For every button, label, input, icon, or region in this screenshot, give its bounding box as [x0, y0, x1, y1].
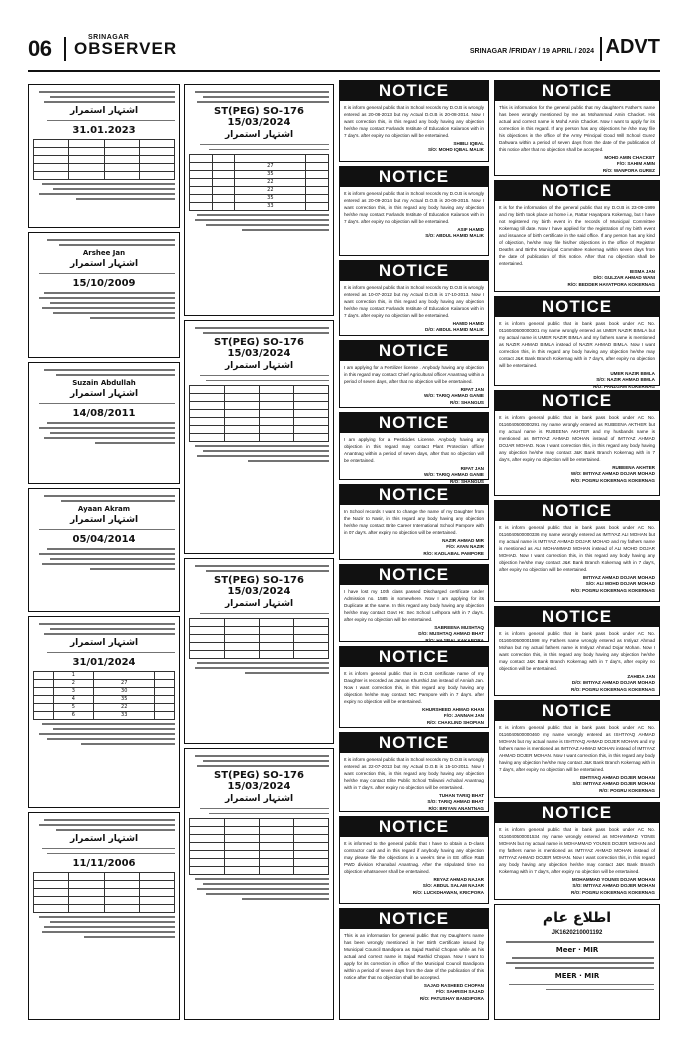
- notice-box: [494, 390, 660, 496]
- ad-name: Arshee Jan: [82, 249, 126, 258]
- notice-title: NOTICE: [340, 733, 488, 753]
- notice-box: [494, 500, 660, 602]
- divider: [64, 37, 66, 61]
- urdu-ad-table: 27 35 22 22 35 33: [189, 154, 329, 211]
- urdu-heading: اشتہار استمرار: [224, 794, 294, 805]
- notice-body: In School records I want to change the name of my Daughter from the Nazir to Nasir, in this regard any body having any objection he/she may contact Brite Career International School Pampore with in 07 day's. after expiry no objection will be entertained.: [344, 509, 484, 535]
- notice-title: NOTICE: [340, 81, 488, 101]
- notice-title: NOTICE: [340, 413, 488, 433]
- urdu-heading: اشتہار استمرار: [69, 515, 139, 526]
- ad-name: Ayaan Akram: [77, 505, 131, 514]
- urdu-ad: [184, 748, 334, 1020]
- section-label: ADVT: [605, 36, 660, 58]
- notice-signature: ZAHIDA JAN D/O: IMTIYAZ AHMAD DOJAR MOHAD R/O: POGRU KOKERNAG KOKERNAG: [571, 674, 655, 692]
- notice-body: It is for the information of the general public that my D.O.B is 23-09-1999 and my birth took place at home i.e, Rattar Hayatpora Kokernag, but I have not registered my birth event in the records of Municipal Committee Kokernag till date. Now I have applied for the registration of my birth event and issuance of birth certificate in the said office. If any person has any kind of objection, he/she may file his/her objections in the office of Registrar Deaths and Births Municipal Committee Kokernag within seven days from the date of publication of this notice. After that no objection shall be entertained.: [499, 205, 655, 266]
- notice-body: This is an information for general public that my Daughter's name has been wrongly mentioned in her Birth Certificate issued by Municipal Council Bandipora as Sajad Rashid Chopan while as his actual and correct name is Sajad Rashid Chopan. Now I want to apply for its correction in office of the Municipal Council Bandipora within a period of seven days from the date of the publication of this notice after that no objection shall be accepted.: [344, 933, 484, 980]
- ad-ref: ST(PEG) SO-176 15/03/2024: [214, 770, 304, 793]
- notice-box: [339, 412, 489, 484]
- notice-body: It is inform general public that in School records my D.O.B is wrongly entered as 20-09-2014 but my Actual D.O.B is 20-09-2015. Now I want correction this, in this regard any body having any objection he/she may contact Farlands Institute of Education Kalaroos with in 7 day's. after expiry no objection will be entertained.: [344, 191, 484, 224]
- notice-body: It is inform general public that in School records my D.O.B is wrongly entered as 22-07-2013 but my Actual D.O.B is 15-10-2011. Now I want correction this, in this regard any body having any objection he/she may contact Elite Public School Taliwani Achabal Anantnag with in 7 day's. after expiry no objection will be entertained.: [344, 757, 484, 790]
- notice-title: NOTICE: [340, 341, 488, 361]
- urdu-ad-table: [33, 872, 175, 913]
- urdu-ad: [184, 558, 334, 744]
- public-notice-urdu: [494, 904, 660, 1020]
- notice-signature: TUHAN TARIQ BHAT S/O: TARIQ AHMAD BHAT R/O: BRIYAN ANANTNAG: [427, 793, 484, 811]
- notice-body: This is information for the general public that my daughter's Father's name has been wrongly mentioned by me as Mohammad Amin Chacket. His actual and correct name is Mohd Amin Chacket. Now I want to apply for its correction in this regard. If any person has any objections he /she may file his objections in the office of the Army Principal Good Will School Gurez Dahwara within a period of seven days from the date of the publication of this notice after that no objection shall be accepted.: [499, 105, 655, 152]
- urdu-ad: [28, 362, 180, 484]
- urdu-ad: [28, 232, 180, 358]
- notice-body: It is informed to the general public that I have to obtain a D-class contractor card and in this regard if anybody having any objection may please file the objections in a week's time in EE office R&B PWD division Khanabal Anantnag. After the stipulated time no objection whatsoever shall be entertained.: [344, 841, 484, 874]
- notice-box: [494, 80, 660, 176]
- brand-top: SRINAGAR: [88, 34, 130, 41]
- urdu-ad: [28, 488, 180, 612]
- urdu-heading: اشتہار استمرار: [69, 106, 139, 117]
- dateline: SRINAGAR /FRIDAY / 19 APRIL / 2024: [469, 48, 594, 55]
- ad-date: 31/01/2024: [72, 656, 136, 668]
- ad-name: MEER · MIR: [554, 972, 600, 981]
- urdu-ad-table: [189, 818, 329, 875]
- urdu-heading: اشتہار استمرار: [224, 599, 294, 610]
- divider: [600, 37, 602, 61]
- notice-box: [494, 606, 660, 696]
- urdu-ad: [28, 84, 180, 228]
- notice-signature: SABREENA MUSHTAQ D/O: MUSHTAQ AHMAD BHAT R/O: HAJIBAL KAKAPORA: [418, 625, 484, 643]
- notice-body: It is inform general public that in School records my D.O.B is wrongly entered as 10-07-2012 but my Actual D.O.B is 17-10-2013. Now I want correction this, in this regard any body having any objection he/she may contact Farlands Institute of Education Kalaroos with in 7 day's. after expiry no objection will be entertained.: [344, 285, 484, 318]
- ad-name: Meer · MIR: [555, 945, 599, 954]
- brand-logo: [74, 34, 177, 57]
- notice-title: NOTICE: [340, 565, 488, 585]
- notice-title: NOTICE: [495, 181, 659, 201]
- urdu-ad: [28, 616, 180, 808]
- notice-box: [339, 80, 489, 162]
- notice-body: It is inform general public that in bank pass book under AC No. 0116040500001598 my Fathers name wrongly entered as Imtiyaz Ahmad Mohan but my actual fathers name is Imtiyaz Ahmad Dojar Mohan. Now I want correction this, in this regard any body having any objection he/she may contact J&K Bank Branch Kokernag with in 7 day's, after expiry no objection will be entertained.: [499, 631, 655, 671]
- urdu-heading: اشتہار استمرار: [224, 361, 294, 372]
- urdu-heading: اشتہار استمرار: [69, 259, 139, 270]
- ad-date: 11/11/2006: [72, 857, 136, 869]
- notice-signature: UMER NAZIR BIMLA S/O: NAZIR AHMAD BIMLA R/O: PANZGAM KOKERNAG: [593, 371, 655, 389]
- urdu-ad: [184, 320, 334, 554]
- masthead: [28, 34, 660, 64]
- notice-title: NOTICE: [340, 167, 488, 187]
- notice-signature: SHIBLI IQBAL S/O: MOHD IQBAL MALIK: [427, 141, 484, 153]
- notice-body: I am applying for a Fertilizer license . Anybody having any objection in this regard may contact Chief Agricultural officer Anantnag within a period of seven days, after that no objection will be entertained.: [344, 365, 484, 384]
- urdu-heading: اشتہار استمرار: [69, 834, 139, 845]
- ad-name: Suzain Abdullah: [72, 379, 136, 388]
- notice-signature: SAJAD RASHEED CHOPAN F/O: SAHRISH SAJAD R/O: PATUSHAY BANDIPORA: [419, 983, 484, 1001]
- page-number: 06: [28, 36, 52, 61]
- notice-box: [494, 700, 660, 798]
- notice-body: I am applying for a Pesticides License. Anybody having any objection in this regard may contact Plant Protection officer Anantnag within a period of seven days, after that no objection will be entertained.: [344, 437, 484, 463]
- urdu-ad-table: [33, 139, 175, 180]
- ad-date: 05/04/2014: [72, 533, 136, 545]
- notice-box: [494, 296, 660, 389]
- notice-body: It is inform general public that in bank pass book under AC No. 0116040500001534 my name wrongly entered as MOHAMMAD YONIS MOHAN but my actual name is MOHAMMAD YOUNIS DOJER MOHAN and my fathers name is mentioned as IMTIYAZ AHMAD MOHAN instead of IMTIYAZ AHMAD DOJER MOHAN. Now I want correction this, in this regard any body having any objection he/she may contact J&K Bank Branch Kokernag with in 7 day's, after expiry no objection will be entertained.: [499, 827, 655, 874]
- notice-signature: RUBEENA AKHTER W/O: IMTIYAZ AHMAD DOJAR MOHAD R/O: POGRU KOKERNAG KOKERNAG: [570, 465, 655, 483]
- notice-box: [494, 802, 660, 900]
- urdu-heading: اشتہار استمرار: [69, 389, 139, 400]
- notice-body: It is inform general public that in School records my D.O.B is wrongly entered as 20-08-2013 but my Actual D.O.B is 20-08-2014. Now I want correction this, in this regard any body having any objection he/she may contact Farlands Institute of Education Kalaroos with in 7 day's. after expiry no objection will be entertained.: [344, 105, 484, 138]
- notice-title: NOTICE: [340, 909, 488, 929]
- ad-ref: ST(PEG) SO-176 15/03/2024: [214, 337, 304, 360]
- notice-title: NOTICE: [495, 803, 659, 823]
- notice-signature: KHURSHEED AHMAD KHAN F/O: JANNAH JAN R/O: CHAKLIND SHOPIAN: [422, 707, 484, 725]
- notice-title: NOTICE: [340, 485, 488, 505]
- notice-box: [339, 908, 489, 1020]
- notice-signature: RIFAT JAN W/O: TARIQ AHMAD GANIE R/O: SHANGUS: [424, 387, 484, 405]
- notice-signature: ASIF HAMID S/O: ABDUL HAMID MALIK: [425, 227, 484, 239]
- urdu-heading: اطلاع عام: [542, 910, 612, 926]
- urdu-ad-table: [189, 385, 329, 442]
- notice-body: It is inform general public that in bank pass book under AC No. 0116040500000301 my name wrongly entered as UMER NAZIR BIMLA but my actual name is UMER NAZIR BIMLA and my fathers name is mentioned as NAZIR AHMAD BIMLA instead of NAZIR AHMAD BIMLA. Now I want correction this, in this regard any body having any objection he/she may contact J&K Bank Branch Kokernag with in 7 day's, after expiry no objection will be entertained.: [499, 321, 655, 368]
- notice-box: [339, 816, 489, 904]
- notice-title: NOTICE: [495, 701, 659, 721]
- notice-title: NOTICE: [340, 647, 488, 667]
- notice-box: [339, 260, 489, 336]
- notice-body: I have lost my 10th class passed Discharged certificate under Admission no. 1585 in somewhere. Now I am applying for its Duplicate at the same. In this regard any body having any objection he/she may contact Govt Hr. Sec School Lelhpora with in 7 day's. after expiry no objection will be entertained.: [344, 589, 484, 622]
- notice-body: It is inform general public that in bank pass book under AC No. 0116040500000336 my name wrongly entered as IMTIYAZ ALI MOHAN but my actual name is IMTIYAZ AHMAD DOJAR MOHAD and my fathers name is mentioned as ALI MOHAMMAD MOHAN instead of ALI MOHD DOJAR MOHAD. Now I want correction this, in this regard any body having any objection he/she may contact J&K Bank Branch Kokernag with in 7 day's, after expiry no objection will be entertained.: [499, 525, 655, 572]
- notice-title: NOTICE: [340, 817, 488, 837]
- notice-box: [494, 180, 660, 292]
- ad-ref: ST(PEG) SO-176 15/03/2024: [214, 575, 304, 598]
- notice-title: NOTICE: [495, 297, 659, 317]
- notice-box: [339, 340, 489, 408]
- notice-signature: MOHAMMAD YOUNIS DOJAR MOHAN S/O: IMTIYAZ AHMAD DOJER MOHAN R/O: POGRU KOKERNAG KOKERNAG: [571, 877, 655, 895]
- ad-date: 15/10/2009: [72, 277, 136, 289]
- notice-box: [339, 166, 489, 256]
- notice-signature: MOHD AMIN CHACKET F/O: SAHIM AMIN R/O: WANPORA GUREZ: [602, 155, 655, 173]
- notice-signature: ISHTIYAQ AHMAD DOJER MOHAN S/O: IMTIYAZ AHMAD DOJER MOHAN R/O: POGRU KOKERNAG: [572, 775, 655, 793]
- notice-body: It is inform general public that in bank pass book under AC No. 0116040500000460 my name wrongly entered as ISHTIYAQ AHMAD MOHAN but my actual name is ISHTIYAQ AHMAD DOJER MOHAN and my fathers name is mentioned as IMTIYAZ AHMAD MOHAN instead of IMTIYAZ AHMAD DOJER MOHAN. Now I want correction this, in this regard any body having any objection he/she may contact J&K Bank Branch Kokernag with in 7 day's, after expiry no objection will be entertained.: [499, 725, 655, 772]
- ad-ref: ST(PEG) SO-176 15/03/2024: [214, 106, 304, 129]
- notice-box: [339, 732, 489, 812]
- notice-title: NOTICE: [340, 261, 488, 281]
- urdu-ad-table: 1 2 27 3 30 4 35 5 22 6 33: [33, 671, 175, 720]
- urdu-ad-table: [189, 618, 329, 659]
- notice-body: It is inform general public that in D.O.B certificate name of my Daughter is recorded as Jannan Khurshid Jan instead of Anniah Jan. Now I want correction this, in this regard any body having any objection he/she may contact NIC Pampore with in 7 day's. after expiry no objection will be entertained.: [344, 671, 484, 704]
- ad-date: 31.01.2023: [72, 124, 136, 136]
- notice-signature: HAMID HAMID D/O: ABDUL HAMID MALIK: [425, 321, 484, 333]
- urdu-heading: اشتہار استمرار: [69, 638, 139, 649]
- notice-signature: BISMA JAN D/O: GULZAR AHMAD WANI R/O: BEDDER HAYATPORA KOKERNAG: [567, 269, 655, 287]
- notice-title: NOTICE: [495, 81, 659, 101]
- notice-signature: RIFAT JAN W/O: TARIQ AHMAD GANIE R/O: SHANGUS: [424, 466, 484, 484]
- notice-box: [339, 646, 489, 728]
- notice-signature: REYAZ AHMAD NAJAR S/O: ABDUL SALAM NAJAR R/O: LUCKDHAWAN, KRICPORA: [412, 877, 484, 895]
- notice-title: NOTICE: [495, 607, 659, 627]
- notice-title: NOTICE: [495, 501, 659, 521]
- urdu-ad: [184, 84, 334, 316]
- case-reference: JK1620210001192: [551, 930, 603, 936]
- notice-box: [339, 564, 489, 642]
- brand-main: OBSERVER: [74, 39, 178, 58]
- notice-body: It is inform general public that in bank pass book under AC No. 0116040500000291 my name wrongly entered as RUBEENA AKTHER but my actual name is RUBEENA AKHTER and my husbands name is mentioned as IMTIYAZ AHMAD MOHAN instead of IMTIYAZ AHMAD DOJAR MOHAD. Now I want correction this, in this regard any body having any objection he/she may contact J&K Bank Branch Kokernag with in 7 day's, after expiry no objection will be entertained.: [499, 415, 655, 462]
- notice-signature: NAZIR AHMAD MIR F/O: AYAN NAZIR R/O: KADLABAL PAMPORE: [423, 538, 484, 556]
- notice-signature: IMTIYAZ AHMAD DOJAR MOHAD S/O: ALI MOHD DOJAR MOHAD R/O: POGRU KOKERNAG KOKERNAG: [571, 575, 655, 593]
- ad-date: 14/08/2011: [72, 407, 136, 419]
- notice-box: [339, 484, 489, 560]
- notice-title: NOTICE: [495, 391, 659, 411]
- urdu-heading: اشتہار استمرار: [224, 130, 294, 141]
- urdu-ad: [28, 812, 180, 1020]
- masthead-rule: [28, 70, 660, 72]
